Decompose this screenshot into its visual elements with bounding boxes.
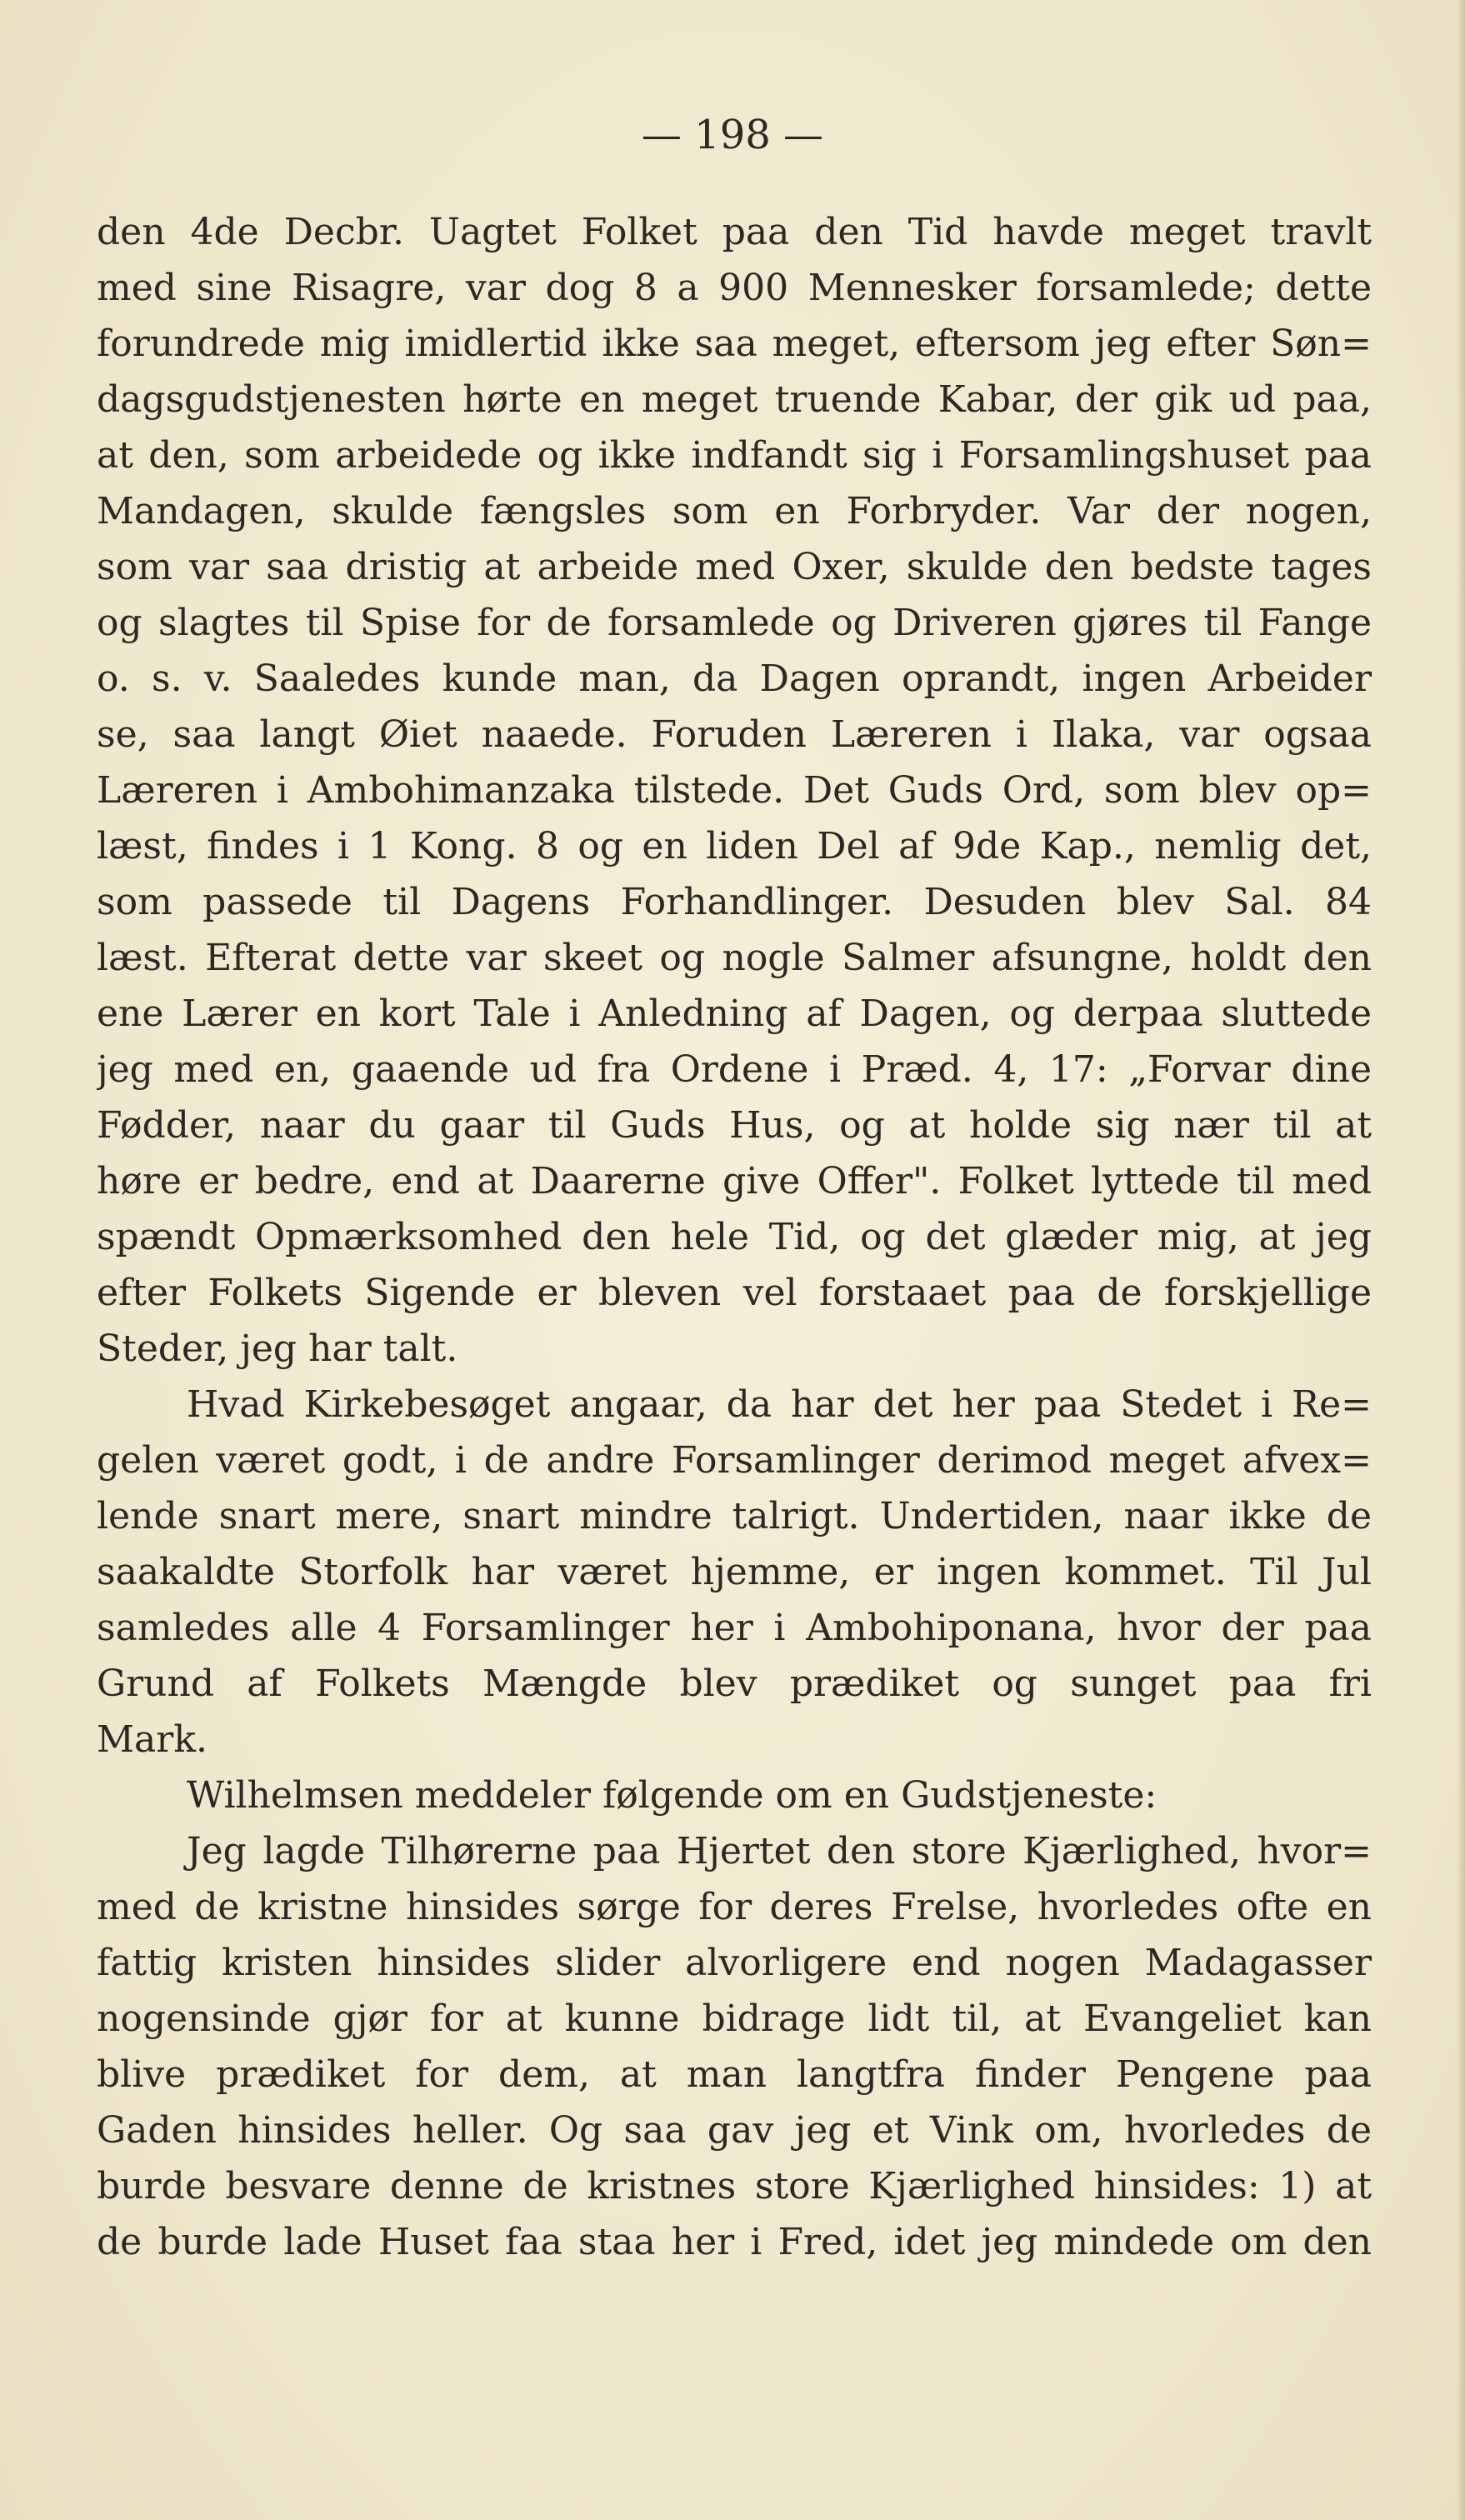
text-line: Steder, jeg har talt. bbox=[97, 1328, 458, 1370]
text-line: Gaden hinsides heller. Og saa gav jeg et Vink om, hvorledes de bbox=[97, 2109, 1372, 2152]
text-line: med de kristne hinsides sørge for deres Frelse, hvorledes ofte en bbox=[97, 1886, 1372, 1928]
text-line: samledes alle 4 Forsamlinger her i Ambohiponana, hvor der paa bbox=[97, 1607, 1372, 1649]
text-line: efter Folkets Sigende er bleven vel forstaaet paa de forskjellige bbox=[97, 1272, 1372, 1314]
text-line: Læreren i Ambohimanzaka tilstede. Det Guds Ord, som blev op= bbox=[97, 769, 1372, 812]
text-line: og slagtes til Spise for de forsamlede og Driveren gjøres til Fange bbox=[97, 602, 1372, 644]
text-line: som var saa dristig at arbeide med Oxer, skulde den bedste tages bbox=[97, 546, 1372, 588]
text-line: Jeg lagde Tilhørerne paa Hjertet den store Kjærlighed, hvor= bbox=[187, 1830, 1372, 1872]
text-line: den 4de Decbr. Uagtet Folket paa den Tid havde meget travlt bbox=[97, 211, 1372, 253]
text-line: de burde lade Huset faa staa her i Fred, idet jeg mindede om den bbox=[97, 2221, 1372, 2263]
text-line: o. s. v. Saaledes kunde man, da Dagen oprandt, ingen Arbeider bbox=[97, 658, 1372, 700]
text-line: forundrede mig imidlertid ikke saa meget, eftersom jeg efter Søn= bbox=[97, 322, 1372, 365]
text-line: ene Lærer en kort Tale i Anledning af Dagen, og derpaa sluttede bbox=[97, 992, 1372, 1035]
text-line: nogensinde gjør for at kunne bidrage lidt til, at Evangeliet kan bbox=[97, 1998, 1372, 2040]
text-line: læst. Efterat dette var skeet og nogle Salmer afsungne, holdt den bbox=[97, 937, 1372, 979]
text-line: Hvad Kirkebesøget angaar, da har det her paa Stedet i Re= bbox=[187, 1383, 1372, 1426]
text-line: spændt Opmærksomhed den hele Tid, og det glæder mig, at jeg bbox=[97, 1216, 1372, 1258]
page-edge-shadow bbox=[1457, 0, 1465, 2520]
text-line: se, saa langt Øiet naaede. Foruden Læreren i Ilaka, var ogsaa bbox=[97, 713, 1372, 756]
text-line: gelen været godt, i de andre Forsamlinger derimod meget afvex= bbox=[97, 1439, 1372, 1482]
text-line: saakaldte Storfolk har været hjemme, er ingen kommet. Til Jul bbox=[97, 1551, 1372, 1593]
text-line: fattig kristen hinsides slider alvorligere end nogen Madagasser bbox=[97, 1942, 1372, 1984]
text-line: at den, som arbeidede og ikke indfandt sig i Forsamlingshuset paa bbox=[97, 434, 1372, 477]
text-line: Wilhelmsen meddeler følgende om en Gudstjeneste: bbox=[187, 1774, 1158, 1817]
page-number: — 198 — bbox=[641, 112, 824, 158]
text-line: Mandagen, skulde fængsles som en Forbryder. Var der nogen, bbox=[97, 490, 1372, 532]
text-line: med sine Risagre, var dog 8 a 900 Mennesker forsamlede; dette bbox=[97, 267, 1372, 309]
text-line: høre er bedre, end at Daarerne give Offer". Folket lyttede til med bbox=[97, 1160, 1372, 1202]
text-line: som passede til Dagens Forhandlinger. Desuden blev Sal. 84 bbox=[97, 881, 1372, 923]
text-line: jeg med en, gaaende ud fra Ordene i Præd. 4, 17: „Forvar dine bbox=[97, 1048, 1372, 1091]
body-text bbox=[97, 204, 1372, 2270]
text-line: Grund af Folkets Mængde blev prædiket og sunget paa fri bbox=[97, 1662, 1372, 1705]
text-line: Mark. bbox=[97, 1718, 208, 1761]
text-line: burde besvare denne de kristnes store Kjærlighed hinsides: 1) at bbox=[97, 2165, 1372, 2208]
text-line: lende snart mere, snart mindre talrigt. Undertiden, naar ikke de bbox=[97, 1495, 1372, 1538]
text-line: dagsgudstjenesten hørte en meget truende Kabar, der gik ud paa, bbox=[97, 378, 1372, 421]
text-line: læst, findes i 1 Kong. 8 og en liden Del af 9de Kap., nemlig det, bbox=[97, 825, 1372, 868]
text-line: blive prædiket for dem, at man langtfra finder Pengene paa bbox=[97, 2053, 1372, 2096]
text-line: Fødder, naar du gaar til Guds Hus, og at holde sig nær til at bbox=[97, 1104, 1372, 1147]
